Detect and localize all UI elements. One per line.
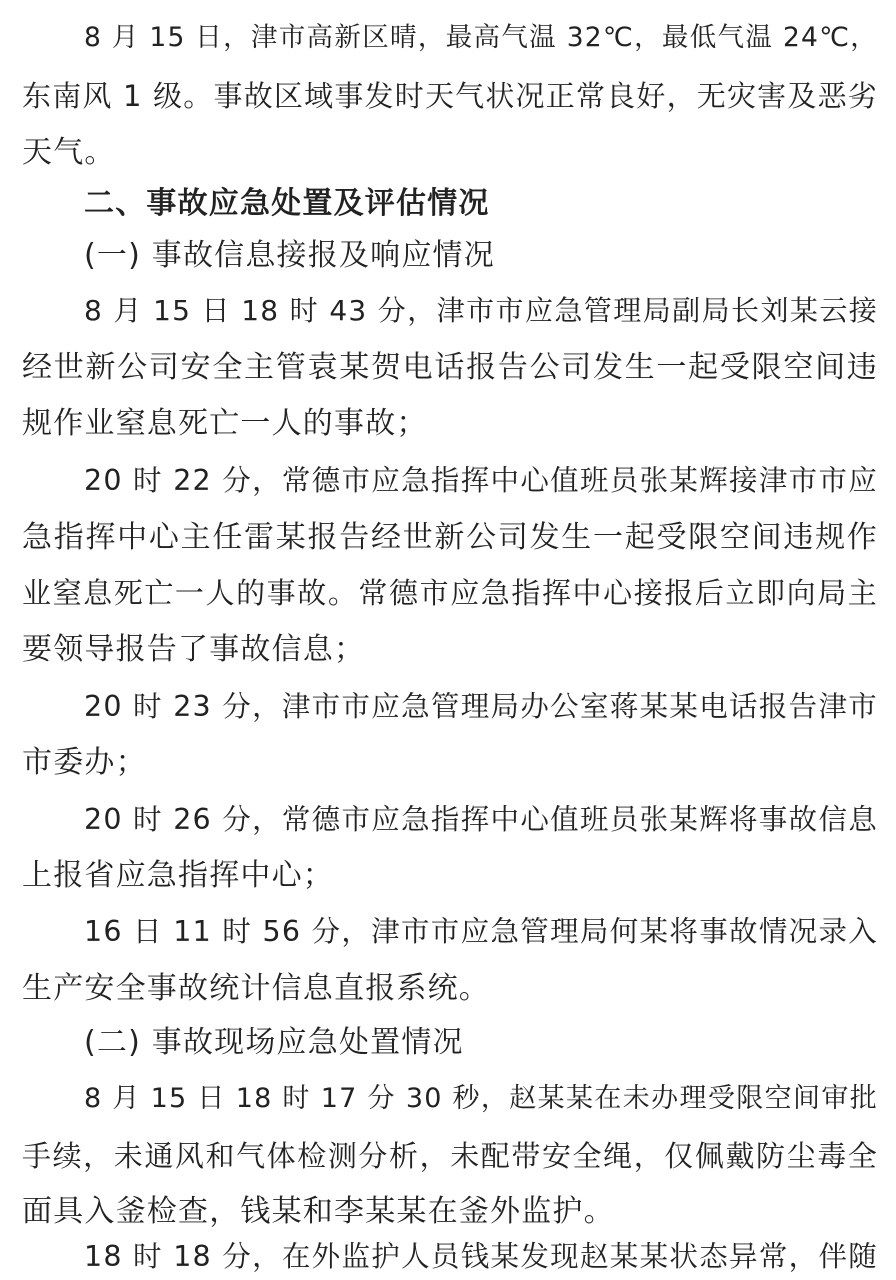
paragraph-line: 16 日 11 时 56 分，津市市应急管理局何某将事故情况录入 — [84, 915, 878, 948]
subsection-heading: (二) 事故现场应急处置情况 — [84, 1025, 464, 1060]
subsection-heading: (一) 事故信息接报及响应情况 — [84, 238, 495, 273]
paragraph-line: 急指挥中心主任雷某报告经世新公司发生一起受限空间违规作 — [22, 520, 878, 555]
paragraph-line: 8 月 15 日 18 时 43 分，津市市应急管理局副局长刘某云接 — [84, 294, 878, 327]
paragraph-line: 生产安全事故统计信息直报系统。 — [22, 971, 490, 1006]
paragraph-line: 业窒息死亡一人的事故。常德市应急指挥中心接报后立即向局主 — [22, 576, 878, 610]
paragraph-line: 规作业窒息死亡一人的事故； — [22, 406, 428, 441]
paragraph-line: 20 时 23 分，津市市应急管理局办公室蒋某某电话报告津市 — [84, 690, 878, 723]
paragraph-line: 20 时 26 分，常德市应急指挥中心值班员张某辉将事故信息 — [84, 803, 878, 836]
section-heading: 二、事故应急处置及评估情况 — [84, 186, 490, 221]
paragraph-line: 18 时 18 分，在外监护人员钱某发现赵某某状态异常，伴随 — [84, 1240, 878, 1273]
paragraph-line: 经世新公司安全主管袁某贺电话报告公司发生一起受限空间违 — [22, 350, 878, 385]
paragraph-line: 东南风 1 级。事故区域事发时天气状况正常良好，无灾害及恶劣 — [22, 79, 878, 113]
paragraph-line: 要领导报告了事故信息； — [22, 632, 366, 667]
paragraph-line: 8 月 15 日 18 时 17 分 30 秒，赵某某在未办理受限空间审批 — [84, 1083, 878, 1114]
paragraph-line: 上报省应急指挥中心； — [22, 858, 334, 893]
paragraph-line: 20 时 22 分，常德市应急指挥中心值班员张某辉接津市市应 — [84, 464, 878, 497]
paragraph-line: 8 月 15 日，津市高新区晴，最高气温 32℃，最低气温 24℃， — [84, 22, 878, 53]
paragraph-line: 市委办； — [22, 745, 147, 780]
paragraph-line: 手续，未通风和气体检测分析，未配带安全绳，仅佩戴防尘毒全 — [22, 1139, 878, 1173]
paragraph-line: 面具入釜检查，钱某和李某某在釜外监护。 — [22, 1194, 615, 1229]
paragraph-line: 天气。 — [22, 135, 116, 170]
